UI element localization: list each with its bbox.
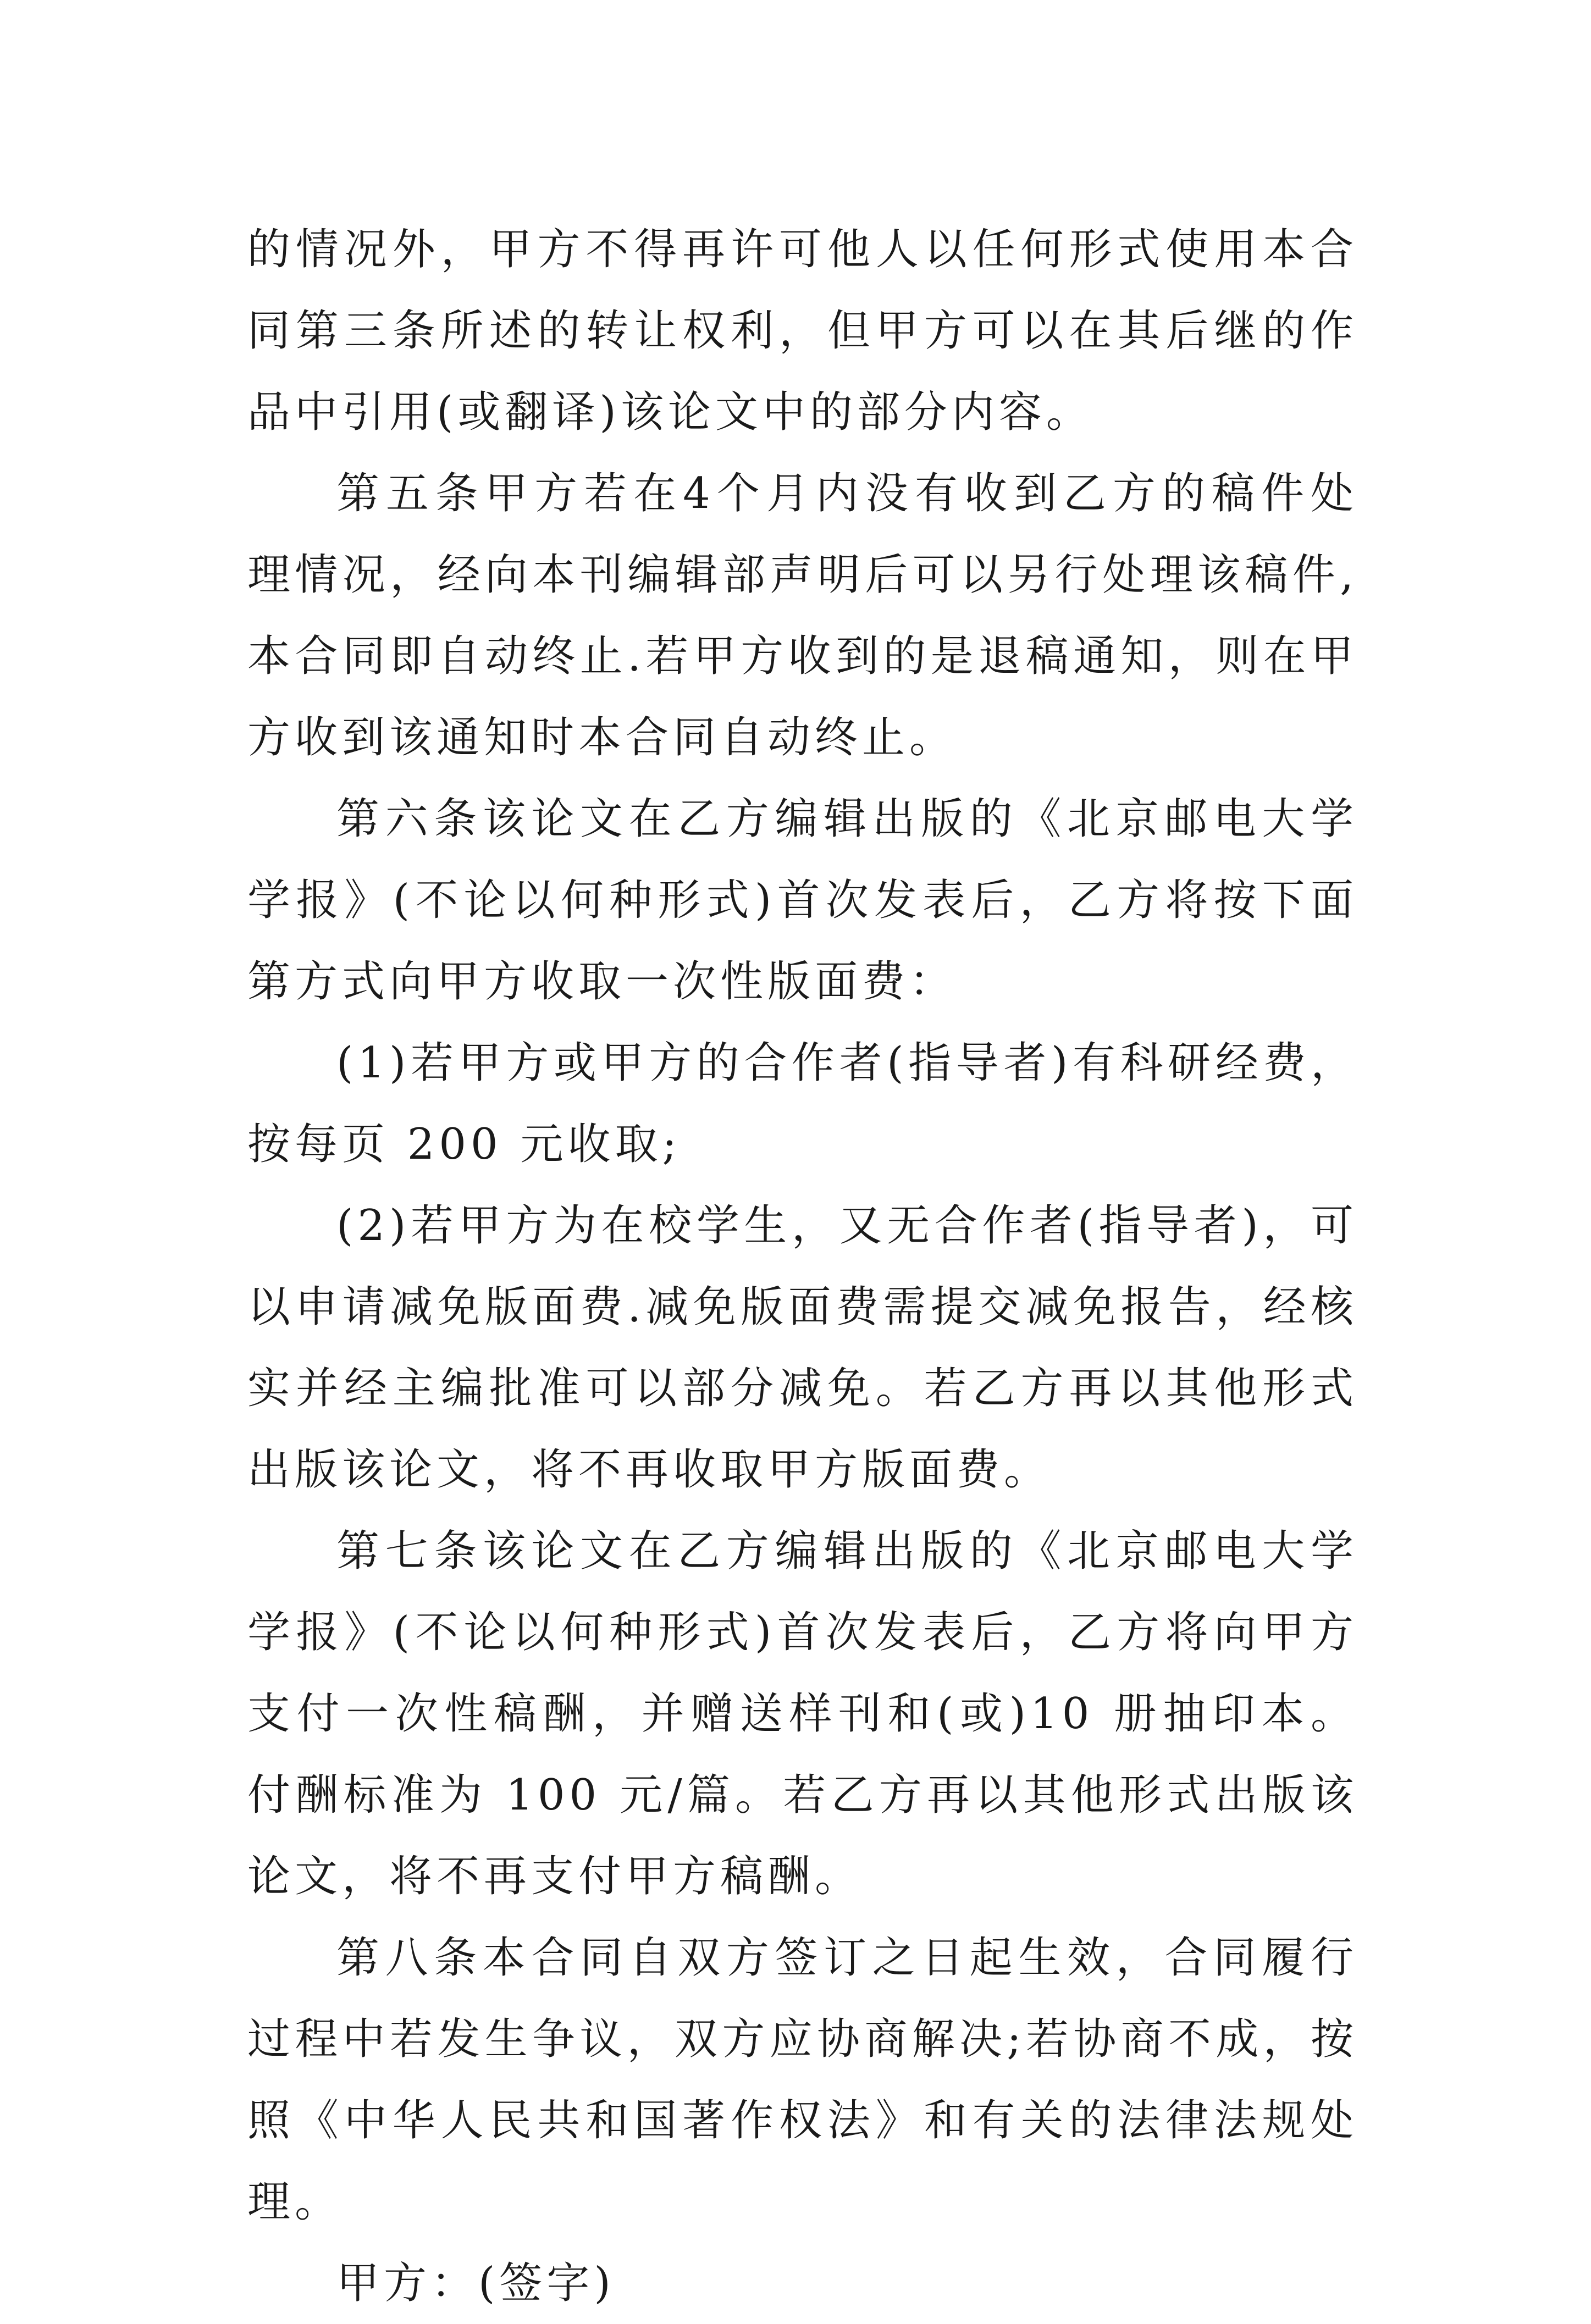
paragraph-continuation: 的情况外，甲方不得再许可他人以任何形式使用本合同第三条所述的转让权利，但甲方可以在其后继的作品中引用(或翻译)该论文中的部分内容。 [247,225,1358,437]
paragraph-article-6: 第六条该论文在乙方编辑出版的《北京邮电大学学报》(不论以何种形式)首次发表后，乙方将按下面第方式向甲方收取一次性版面费： [247,794,1358,1006]
paragraph-article-7: 第七条该论文在乙方编辑出版的《北京邮电大学学报》(不论以何种形式)首次发表后，乙方将向甲方支付一次性稿酬，并赠送样刊和(或)10 册抽印本。付酬标准为 100 元/篇。若乙方再以其他形式出版该论文，将不再支付甲方稿酬。 [247,1526,1358,1901]
paragraph-article-5: 第五条甲方若在4个月内没有收到乙方的稿件处理情况，经向本刊编辑部声明后可以另行处理该稿件,本合同即自动终止.若甲方收到的是退稿通知，则在甲方收到该通知时本合同自动终止。 [247,469,1358,762]
document-body [247,209,1358,2324]
signature-line-party-a: 甲方：(签字) [336,2259,615,2308]
paragraph-article-8: 第八条本合同自双方签订之日起生效，合同履行过程中若发生争议，双方应协商解决;若协商不成，按照《中华人民共和国著作权法》和有关的法律法规处理。 [247,1933,1358,2227]
paragraph-article-6-item-1: (1)若甲方或甲方的合作者(指导者)有科研经费，按每页 200 元收取; [247,1038,1358,1169]
paragraph-article-6-item-2: (2)若甲方为在校学生，又无合作者(指导者)，可以申请减免版面费.减免版面费需提交减免报告，经核实并经主编批准可以部分减免。若乙方再以其他形式出版该论文，将不再收取甲方版面费。 [247,1201,1358,1495]
